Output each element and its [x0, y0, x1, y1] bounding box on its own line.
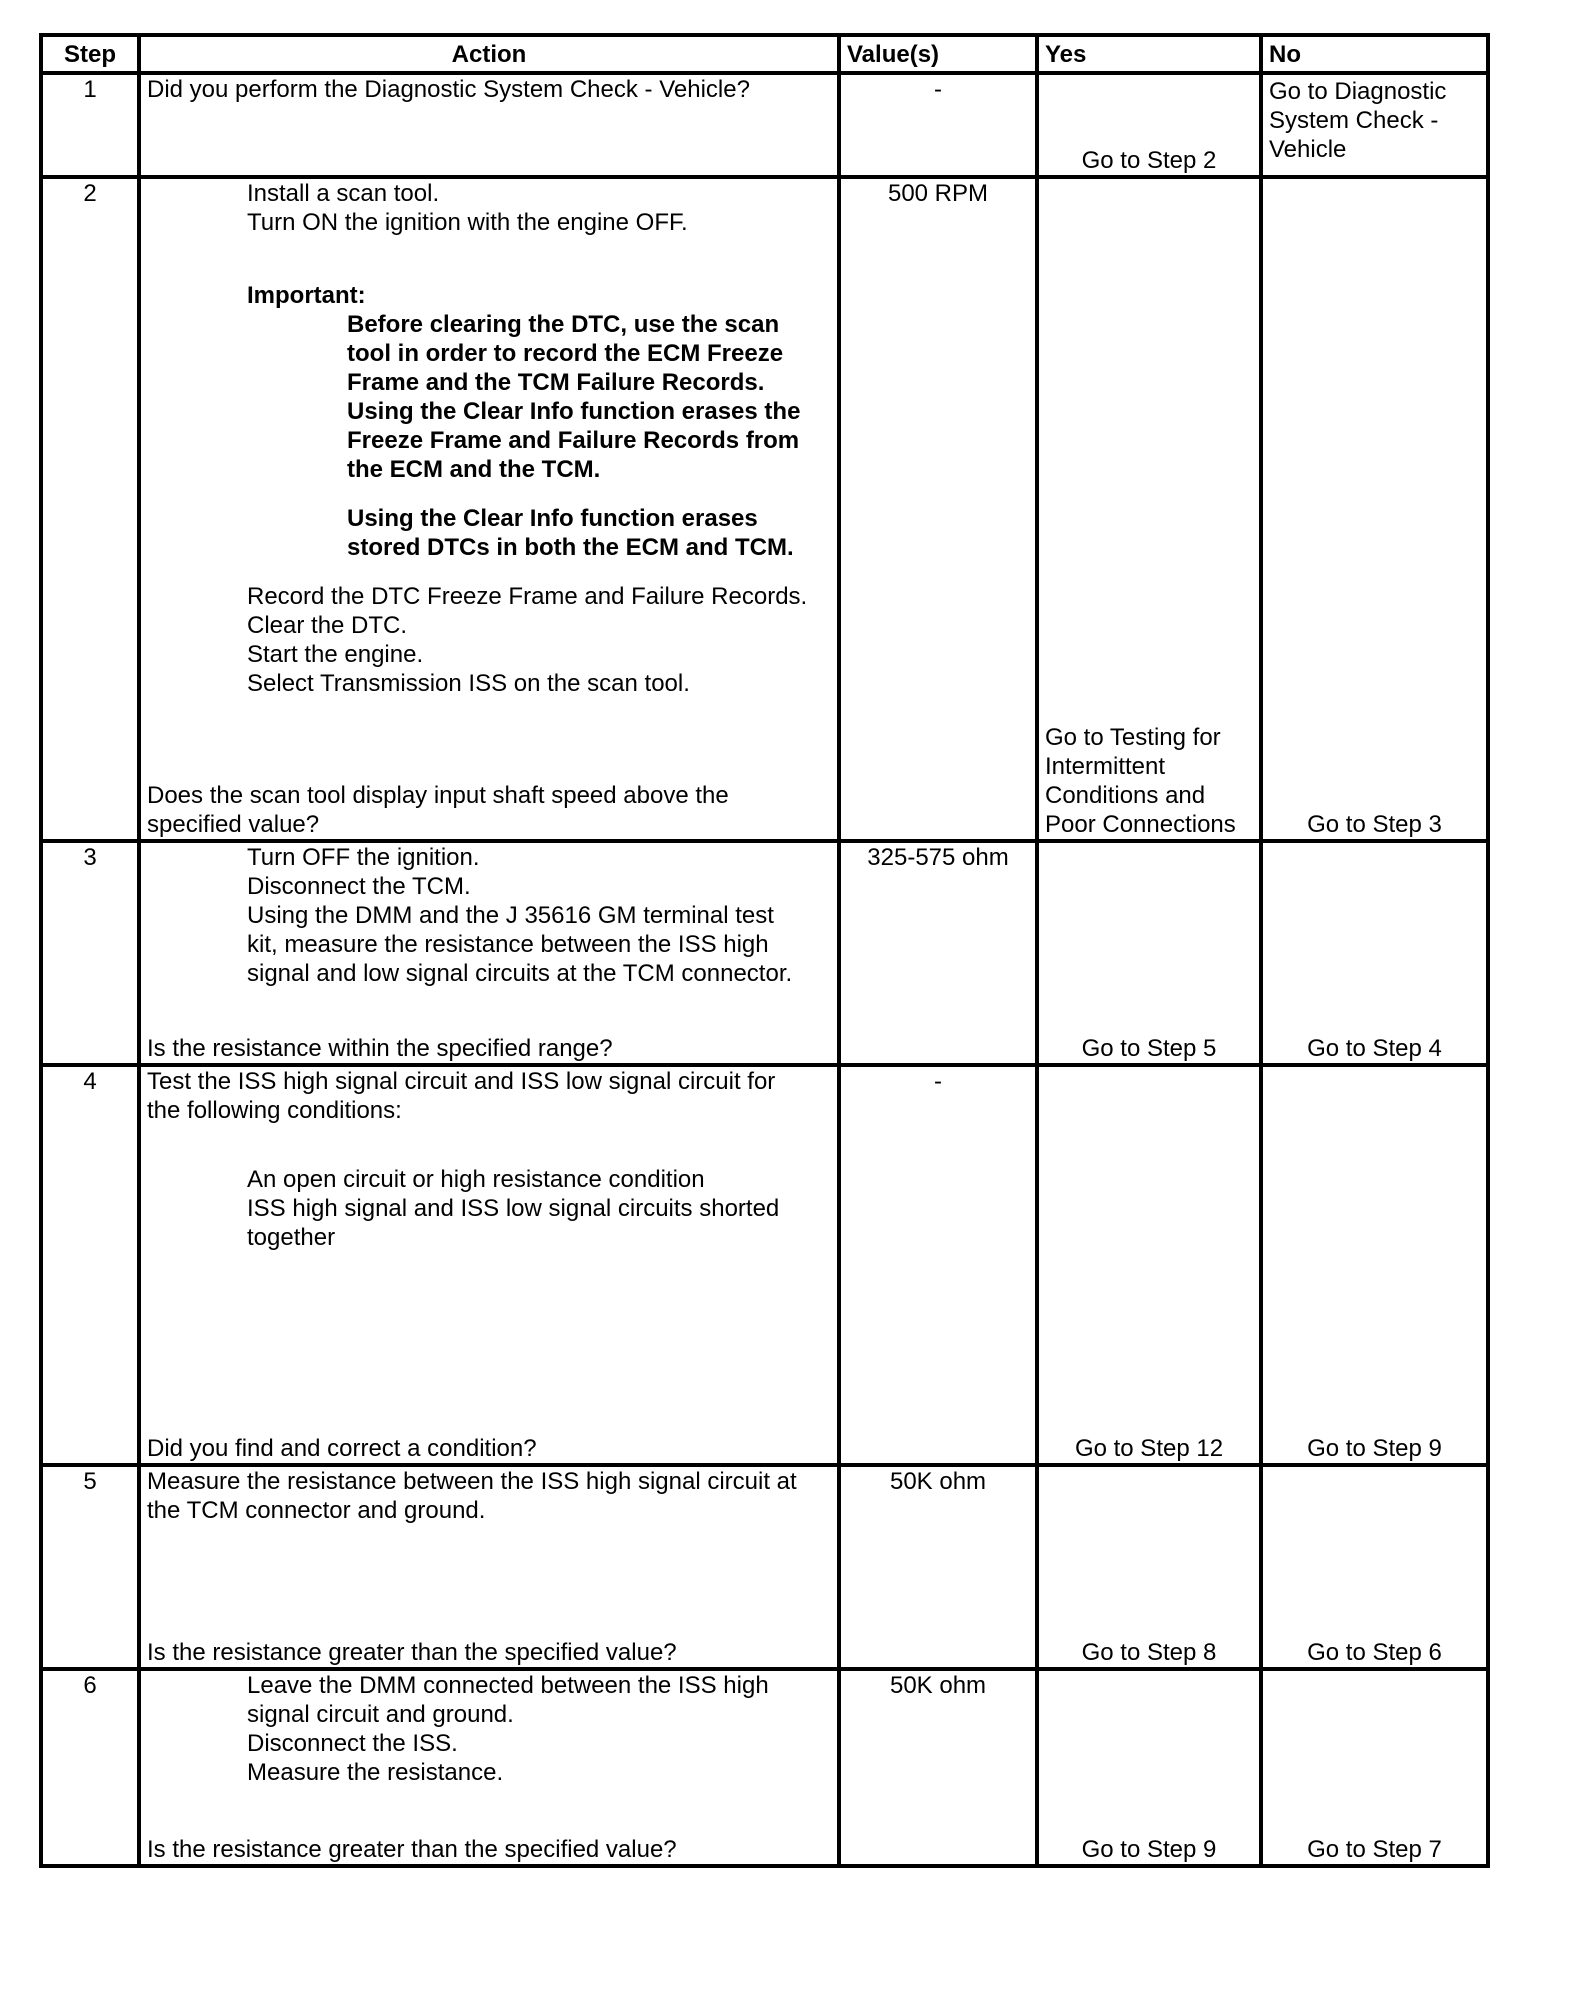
yes-line: Go to Testing for	[1045, 724, 1221, 751]
yes-cell	[1037, 177, 1261, 841]
value-cell: 50K ohm	[839, 1465, 1037, 1669]
instruction-line: Turn OFF the ignition.	[247, 844, 480, 871]
instruction-line: Measure the resistance.	[247, 1759, 504, 1786]
yes-outcome: Go to Step 9	[1081, 1836, 1217, 1863]
intro-line: Measure the resistance between the ISS high signal circuit at	[147, 1468, 797, 1495]
table-row	[41, 177, 1488, 841]
yes-cell	[1037, 1465, 1261, 1669]
yes-outcome: Go to Step 2	[1081, 147, 1217, 174]
table-row	[41, 1465, 1488, 1669]
action-cell	[139, 1465, 839, 1669]
important-label: Important:	[247, 282, 366, 309]
no-outcome: Go to Step 7	[1307, 1836, 1442, 1863]
condition-line: ISS high signal and ISS low signal circuits shorted	[247, 1195, 780, 1222]
question: Is the resistance greater than the specified value?	[147, 1836, 677, 1863]
intro-line: the TCM connector and ground.	[147, 1497, 486, 1524]
no-cell	[1261, 73, 1488, 177]
intro-line: the following conditions:	[147, 1097, 402, 1124]
question: Did you find and correct a condition?	[147, 1435, 537, 1462]
header-yes: Yes	[1037, 35, 1261, 73]
instruction-line: signal circuit and ground.	[247, 1701, 514, 1728]
important-line: Using the Clear Info function erases	[347, 505, 758, 532]
no-cell	[1261, 1465, 1488, 1669]
instruction-line: Start the engine.	[247, 641, 424, 668]
no-outcome: Go to Step 9	[1307, 1435, 1442, 1462]
header-no: No	[1261, 35, 1488, 73]
question	[147, 781, 831, 839]
yes-outcome: Go to Step 5	[1081, 1035, 1217, 1062]
value-cell: 50K ohm	[839, 1669, 1037, 1866]
step-number: 6	[41, 1669, 139, 1866]
value-cell: -	[839, 1065, 1037, 1465]
instruction-line: Select Transmission ISS on the scan tool.	[247, 670, 690, 697]
action-cell	[139, 1669, 839, 1866]
yes-outcome	[1045, 723, 1253, 839]
no-cell	[1261, 1065, 1488, 1465]
action-text: Did you perform the Diagnostic System Check - Vehicle?	[147, 76, 750, 103]
table-row	[41, 1065, 1488, 1465]
step-number: 2	[41, 177, 139, 841]
table-row	[41, 841, 1488, 1065]
no-cell	[1261, 1669, 1488, 1866]
important-line: Using the Clear Info function erases the	[347, 398, 801, 425]
yes-cell	[1037, 1669, 1261, 1866]
header-values: Value(s)	[839, 35, 1037, 73]
instruction-line: Using the DMM and the J 35616 GM terminal test	[247, 902, 774, 929]
instruction-line: Record the DTC Freeze Frame and Failure Records.	[247, 583, 808, 610]
step-number: 5	[41, 1465, 139, 1669]
no-line: Go to Diagnostic	[1269, 78, 1447, 105]
action-cell	[139, 177, 839, 841]
no-cell	[1261, 177, 1488, 841]
step-number: 1	[41, 73, 139, 177]
yes-line: Poor Connections	[1045, 811, 1236, 838]
instruction-line: Install a scan tool.	[247, 180, 440, 207]
instruction-line: Disconnect the ISS.	[247, 1730, 458, 1757]
no-outcome: Go to Step 3	[1307, 811, 1442, 838]
no-cell	[1261, 841, 1488, 1065]
header-action: Action	[139, 35, 839, 73]
no-line: System Check -	[1269, 107, 1439, 134]
diagnostic-table	[39, 33, 1490, 1868]
important-line: Before clearing the DTC, use the scan	[347, 311, 780, 338]
condition-line: An open circuit or high resistance condition	[247, 1166, 705, 1193]
question-line: specified value?	[147, 811, 320, 838]
value-cell: 500 RPM	[839, 177, 1037, 841]
instruction-line: Clear the DTC.	[247, 612, 408, 639]
table-header-row	[41, 35, 1488, 73]
step-number: 4	[41, 1065, 139, 1465]
important-line: the ECM and the TCM.	[347, 456, 601, 483]
value-cell: -	[839, 73, 1037, 177]
instruction-line: signal and low signal circuits at the TCM connector.	[247, 960, 793, 987]
yes-line: Conditions and	[1045, 782, 1206, 809]
table-row	[41, 73, 1488, 177]
yes-cell	[1037, 73, 1261, 177]
important-line: Frame and the TCM Failure Records.	[347, 369, 765, 396]
instruction-line: Leave the DMM connected between the ISS high	[247, 1672, 769, 1699]
header-step: Step	[41, 35, 139, 73]
no-outcome	[1269, 77, 1480, 164]
table-row	[41, 1669, 1488, 1866]
important-line: tool in order to record the ECM Freeze	[347, 340, 784, 367]
question: Is the resistance within the specified range?	[147, 1035, 613, 1062]
important-line: Freeze Frame and Failure Records from	[347, 427, 800, 454]
action-cell	[139, 73, 839, 177]
yes-outcome: Go to Step 8	[1081, 1639, 1217, 1666]
no-outcome: Go to Step 4	[1307, 1035, 1442, 1062]
no-line: Vehicle	[1269, 136, 1347, 163]
intro-line: Test the ISS high signal circuit and ISS low signal circuit for	[147, 1068, 776, 1095]
value-cell: 325-575 ohm	[839, 841, 1037, 1065]
action-cell	[139, 841, 839, 1065]
instruction-line: kit, measure the resistance between the ISS high	[247, 931, 769, 958]
yes-line: Intermittent	[1045, 753, 1166, 780]
no-outcome: Go to Step 6	[1307, 1639, 1442, 1666]
instruction-line: Turn ON the ignition with the engine OFF.	[247, 209, 688, 236]
yes-cell	[1037, 1065, 1261, 1465]
yes-cell	[1037, 841, 1261, 1065]
question: Is the resistance greater than the specified value?	[147, 1639, 677, 1666]
action-cell	[139, 1065, 839, 1465]
yes-outcome: Go to Step 12	[1074, 1435, 1224, 1462]
important-line: stored DTCs in both the ECM and TCM.	[347, 534, 794, 561]
instruction-line: Disconnect the TCM.	[247, 873, 471, 900]
question-line: Does the scan tool display input shaft speed above the	[147, 782, 729, 809]
condition-line: together	[247, 1224, 336, 1251]
step-number: 3	[41, 841, 139, 1065]
